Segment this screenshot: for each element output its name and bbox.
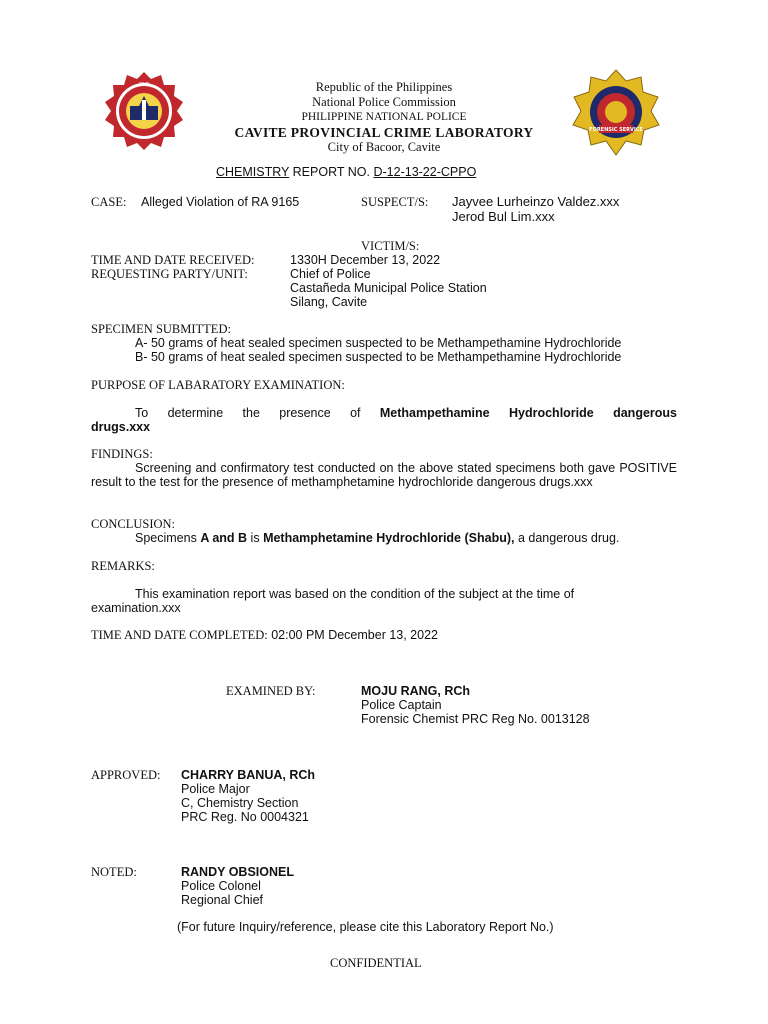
header-pnp: PHILIPPINE NATIONAL POLICE [301,111,467,123]
remarks-text: This examination report was based on the condition of the subject at the time of examination.xxx [91,587,575,615]
report-number: D-12-13-22-CPPO [373,165,477,179]
case-value: Alleged Violation of RA 9165 [141,195,300,209]
pnp-logo [104,70,184,152]
remarks-label: REMARKS: [91,559,155,573]
suspect-2: Jerod Bul Lim.xxx [452,209,555,224]
approved-title: C, Chemistry Section [181,796,299,810]
received-label: TIME AND DATE RECEIVED: [91,253,255,267]
report-prefix: CHEMISTRY [216,165,290,179]
noted-label: NOTED: [91,865,137,879]
requesting-line-2: Castañeda Municipal Police Station [290,281,487,295]
report-label: REPORT NO. [292,165,370,179]
conclusion-part-1: Specimens [135,531,201,545]
report-number-line [216,165,476,179]
findings-label: FINDINGS: [91,447,153,461]
completed-value: 02:00 PM December 13, 2022 [271,628,438,642]
forensic-service-logo [571,69,661,157]
approved-name: CHARRY BANUA, RCh [181,768,316,782]
footer-note: (For future Inquiry/reference, please cite this Laboratory Report No.) [177,920,554,934]
suspects-label: SUSPECT/S: [361,195,429,209]
noted-rank: Police Colonel [181,879,261,893]
svg-text:FORENSIC SERVICE: FORENSIC SERVICE [589,127,643,133]
conclusion-specimens: A and B [200,531,248,545]
specimen-b: B- 50 grams of heat sealed specimen suspected to be Methampethamine Hydrochloride [135,350,622,364]
completed-line [91,628,438,642]
approved-rank: Police Major [181,782,250,796]
noted-title: Regional Chief [181,893,263,907]
conclusion-part-5: a dangerous drug. [514,531,620,545]
conclusion-part-3: is [247,531,264,545]
letterhead [200,80,568,155]
examined-name: MOJU RANG, RCh [361,684,471,698]
conclusion-drug: Methamphetamine Hydrochloride (Shabu), [263,531,515,545]
confidential-mark: CONFIDENTIAL [330,956,422,970]
svg-text:PNP: PNP [139,82,149,88]
purpose-text-bold: Methampethamine Hydrochloride dangerous drugs.xxx [91,406,677,434]
examined-rank: Police Captain [361,698,442,712]
examined-title: Forensic Chemist PRC Reg No. 0013128 [361,712,590,726]
approved-reg: PRC Reg. No 0004321 [181,810,309,824]
requesting-line-1: Chief of Police [290,267,371,281]
noted-name: RANDY OBSIONEL [181,865,294,879]
header-republic: Republic of the Philippines [315,80,453,94]
specimen-a: A- 50 grams of heat sealed specimen suspected to be Methampethamine Hydrochloride [135,336,622,350]
purpose-text-plain: To determine the presence of [135,406,380,420]
requesting-line-3: Silang, Cavite [290,295,368,309]
approved-label: APPROVED: [91,768,161,782]
received-value: 1330H December 13, 2022 [290,253,441,267]
header-city: City of Bacoor, Cavite [327,140,441,154]
examined-label: EXAMINED BY: [226,684,316,698]
conclusion-text [135,531,619,545]
specimen-label: SPECIMEN SUBMITTED: [91,322,231,336]
suspect-1: Jayvee Lurheinzo Valdez.xxx [452,194,620,209]
victims-label: VICTIM/S: [361,239,420,253]
requesting-label: REQUESTING PARTY/UNIT: [91,267,248,281]
header-commission: National Police Commission [312,95,456,109]
header-lab: CAVITE PROVINCIAL CRIME LABORATORY [234,125,534,140]
purpose-label: PURPOSE OF LABARATORY EXAMINATION: [91,378,345,392]
completed-label: TIME AND DATE COMPLETED: [91,628,268,642]
purpose-text [91,406,677,434]
findings-text: Screening and confirmatory test conducted on the above stated specimens both gave POSITIVE result to the test for the presence of methamphetamine hydrochloride dangerous drugs.xxx [91,461,677,489]
case-label: CASE: [91,195,127,209]
conclusion-label: CONCLUSION: [91,517,176,531]
